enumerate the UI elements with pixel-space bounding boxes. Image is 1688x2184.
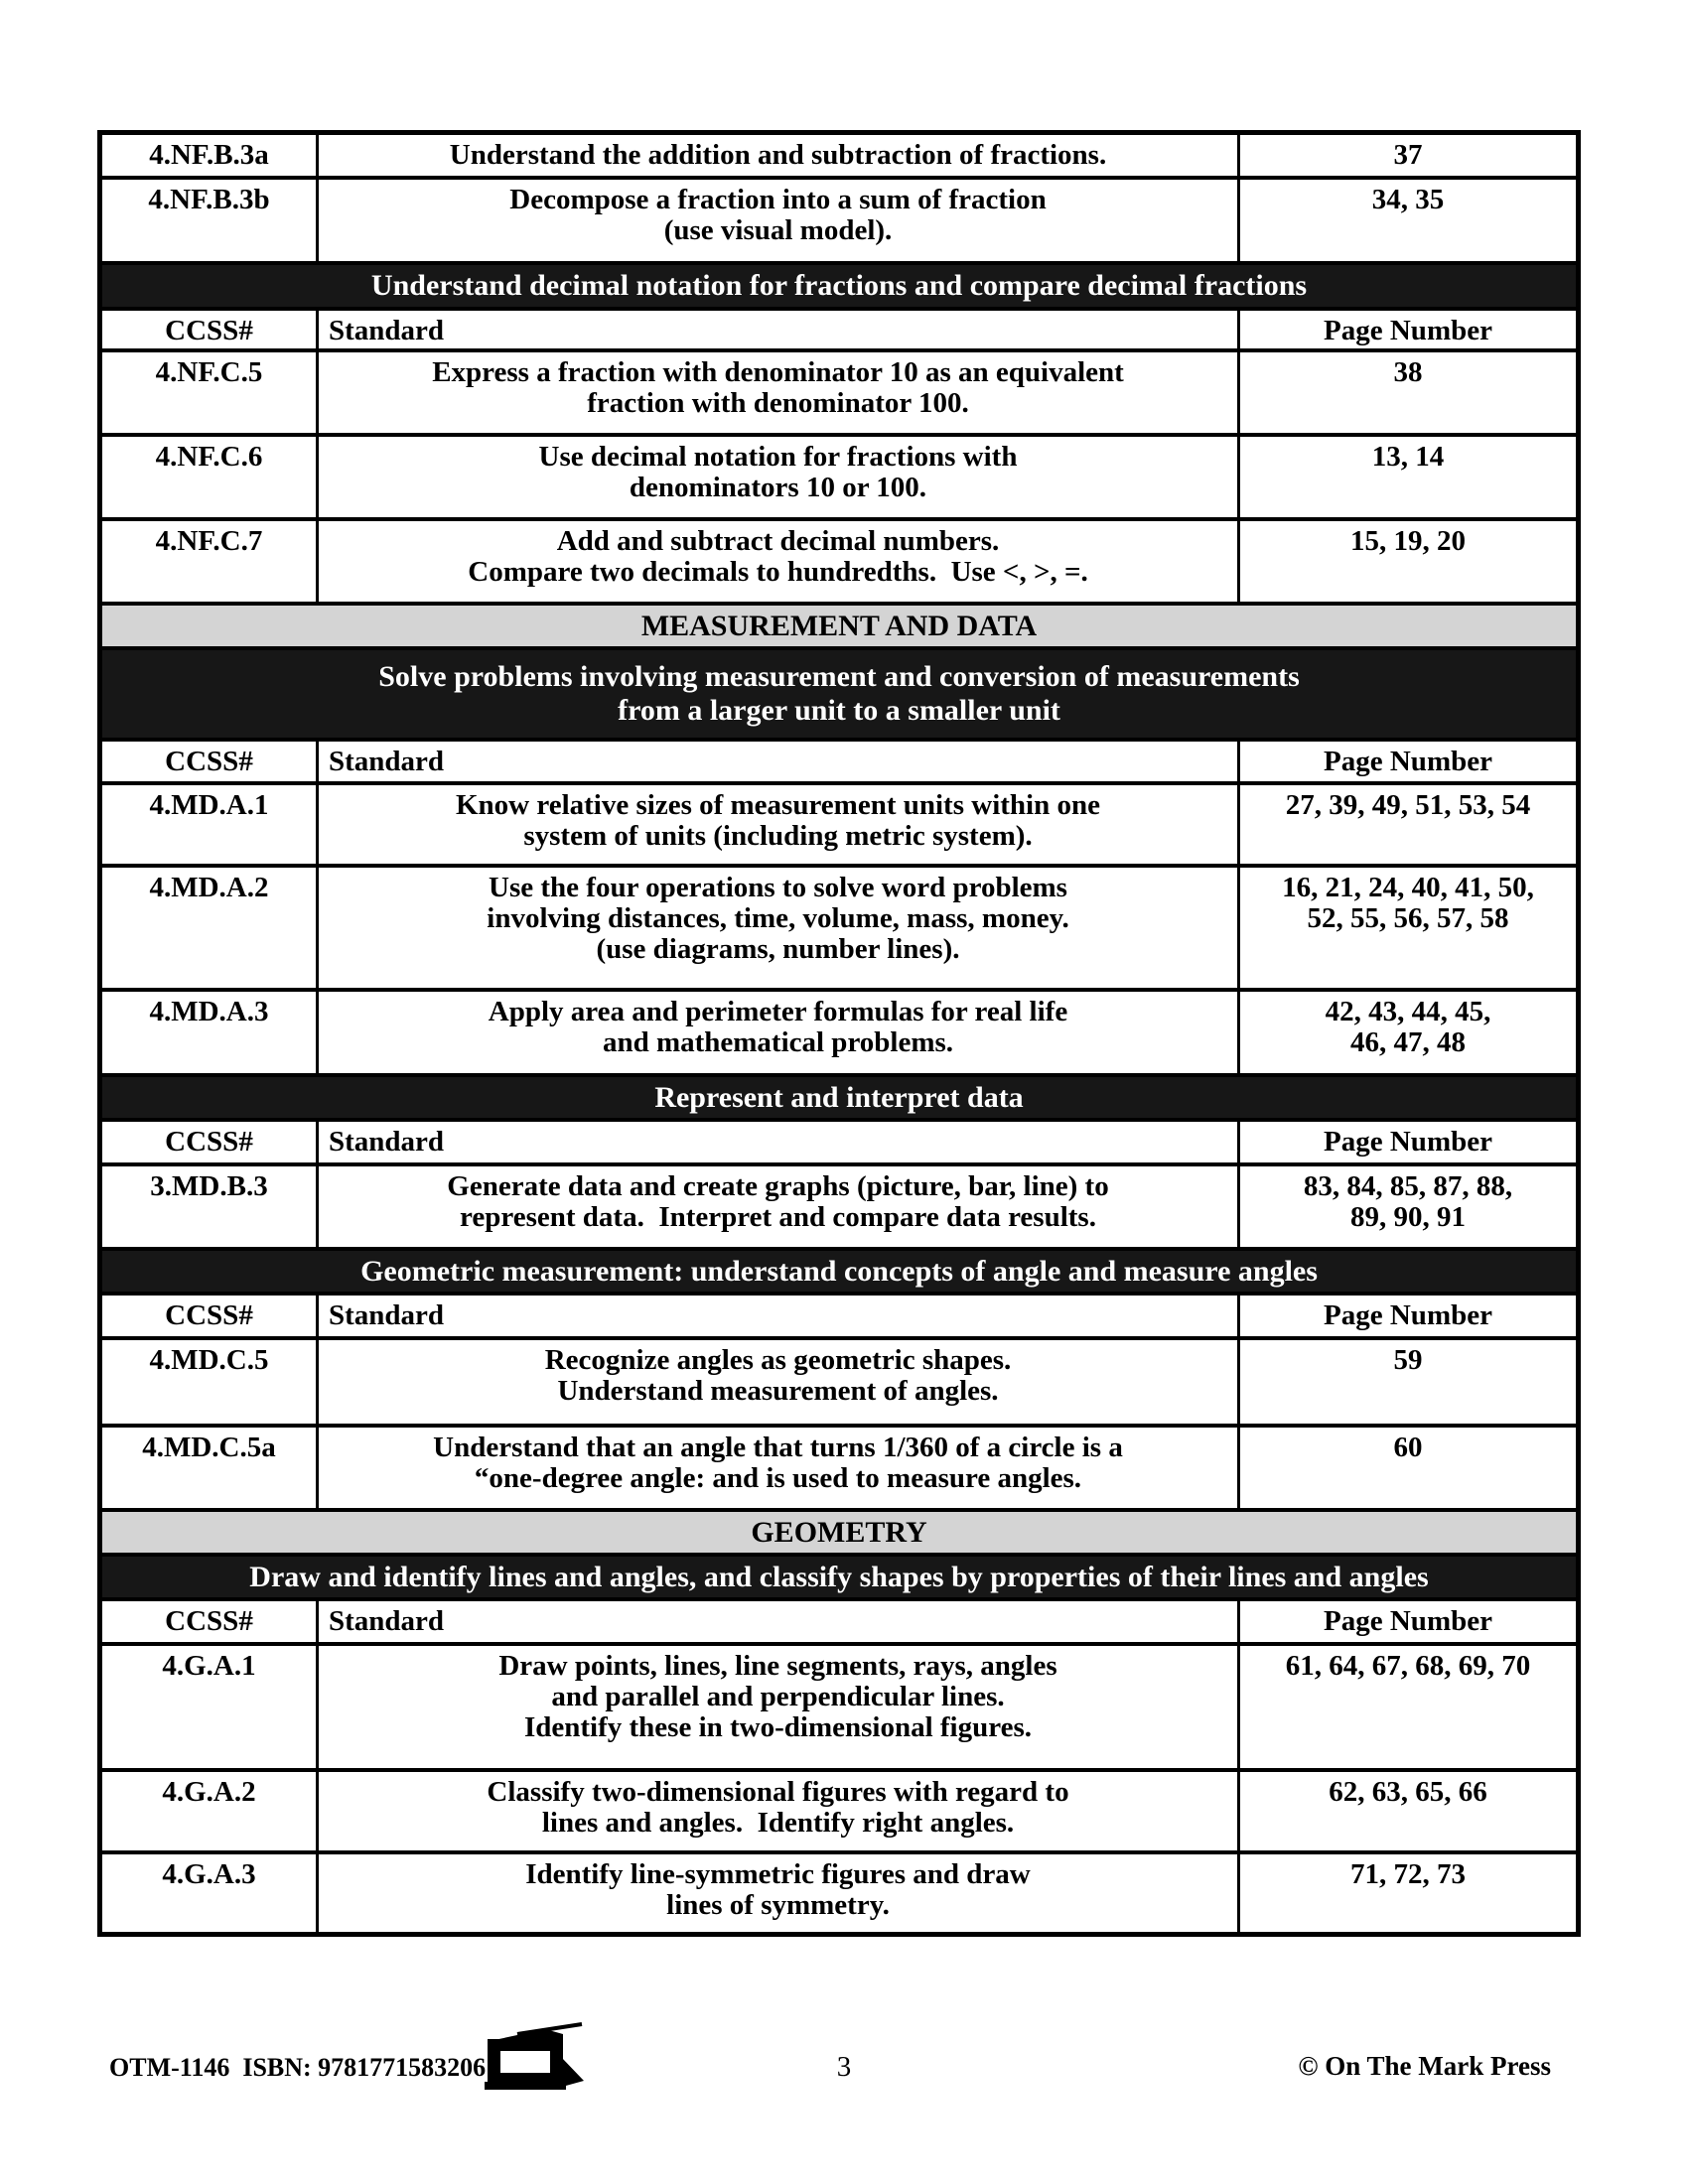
- page-numbers: [1240, 1772, 1576, 1850]
- page-numbers: [1240, 1340, 1576, 1424]
- text-line: and mathematical problems.: [602, 1026, 954, 1058]
- section-band-title: [102, 265, 1576, 307]
- text-line: Generate data and create graphs (picture, bar, line) to: [447, 1170, 1109, 1202]
- table-row: [102, 521, 1576, 606]
- ccss-code: 4.MD.A.2: [102, 868, 319, 988]
- text-line: Understand that an angle that turns 1/360 of a circle is a: [433, 1432, 1123, 1463]
- text-line: 89, 90, 91: [1350, 1201, 1466, 1233]
- text-line: Identify line-symmetric figures and draw: [525, 1858, 1031, 1890]
- page-numbers: [1240, 437, 1576, 517]
- table-row: [102, 1428, 1576, 1512]
- text-line: 71, 72, 73: [1350, 1858, 1466, 1890]
- section-band-title: [102, 1077, 1576, 1118]
- text-line: from a larger unit to a smaller unit: [618, 694, 1060, 727]
- page-number-column-header: Page Number: [1324, 315, 1492, 346]
- standard-column-header: Standard: [319, 1122, 1240, 1162]
- page-number-column-header: Page Number: [1324, 1605, 1492, 1637]
- standard-column-header: Standard: [319, 1601, 1240, 1642]
- text-line: 13, 14: [1371, 441, 1445, 473]
- text-line: Express a fraction with denominator 10 as an equivalent: [432, 356, 1124, 388]
- ccss-code: 4.G.A.1: [102, 1646, 319, 1768]
- text-line: Know relative sizes of measurement units within one: [456, 789, 1100, 821]
- text-line: denominators 10 or 100.: [629, 472, 927, 503]
- ccss-column-header: CCSS#: [102, 742, 319, 781]
- text-line: 34, 35: [1371, 184, 1445, 215]
- table-row: [102, 135, 1576, 180]
- footer-isbn-code: OTM-1146 ISBN: 9781771583206: [109, 2053, 487, 2082]
- text-line: 38: [1393, 356, 1423, 388]
- page-number-column-header: Page Number: [1324, 1299, 1492, 1331]
- standard-text: [319, 868, 1240, 988]
- page-numbers: [1240, 992, 1576, 1073]
- text-line: 83, 84, 85, 87, 88,: [1303, 1170, 1513, 1202]
- standards-table: [97, 130, 1581, 1937]
- section-band: [102, 606, 1576, 650]
- section-band: [102, 1557, 1576, 1601]
- table-row: [102, 352, 1576, 437]
- text-line: Draw points, lines, line segments, rays, angles: [498, 1650, 1057, 1682]
- section-band-title: [102, 650, 1576, 738]
- text-line: 60: [1393, 1432, 1423, 1463]
- standard-column-header: Standard: [319, 742, 1240, 781]
- text-line: MEASUREMENT AND DATA: [640, 609, 1038, 642]
- page-numbers: [1240, 868, 1576, 988]
- page-numbers: [1240, 1428, 1576, 1508]
- text-line: Draw and identify lines and angles, and classify shapes by properties of their lines and angles: [249, 1560, 1429, 1593]
- page-numbers: [1240, 135, 1576, 176]
- text-line: fraction with denominator 100.: [587, 387, 969, 419]
- standard-text: [319, 992, 1240, 1073]
- text-line: 61, 64, 67, 68, 69, 70: [1285, 1650, 1531, 1682]
- text-line: lines of symmetry.: [666, 1889, 890, 1921]
- standard-text: [319, 1166, 1240, 1247]
- ccss-code: 4.NF.B.3b: [102, 180, 319, 261]
- text-line: 42, 43, 44, 45,: [1325, 996, 1491, 1027]
- text-line: 16, 21, 24, 40, 41, 50,: [1282, 872, 1534, 903]
- section-band: [102, 1077, 1576, 1122]
- table-row: [102, 1854, 1576, 1932]
- column-header-row: [102, 1122, 1576, 1166]
- standard-text: [319, 521, 1240, 602]
- ccss-code: 3.MD.B.3: [102, 1166, 319, 1247]
- standard-text: [319, 1340, 1240, 1424]
- text-line: Understand measurement of angles.: [557, 1375, 999, 1407]
- table-row: [102, 1166, 1576, 1251]
- column-header-row: [102, 1296, 1576, 1340]
- ccss-code: 4.MD.A.1: [102, 785, 319, 864]
- page-numbers: [1240, 352, 1576, 433]
- text-line: (use diagrams, number lines).: [596, 933, 960, 965]
- text-line: represent data. Interpret and compare data results.: [460, 1201, 1096, 1233]
- page-numbers: [1240, 1646, 1576, 1768]
- standard-column-header: Standard: [319, 311, 1240, 348]
- text-line: Identify these in two-dimensional figures.: [523, 1711, 1032, 1743]
- text-line: lines and angles. Identify right angles.: [541, 1807, 1015, 1839]
- standard-text: [319, 1854, 1240, 1932]
- text-line: involving distances, time, volume, mass, money.: [487, 902, 1069, 934]
- text-line: Classify two-dimensional figures with regard to: [487, 1776, 1069, 1808]
- section-band-title: [102, 1557, 1576, 1597]
- ccss-code: 4.NF.C.5: [102, 352, 319, 433]
- text-line: Understand decimal notation for fractions and compare decimal fractions: [370, 269, 1308, 302]
- text-line: Use the four operations to solve word problems: [489, 872, 1067, 903]
- text-line: Solve problems involving measurement and conversion of measurements: [378, 660, 1300, 693]
- table-row: [102, 785, 1576, 868]
- table-row: [102, 992, 1576, 1077]
- page-numbers: [1240, 785, 1576, 864]
- standard-column-header: Standard: [319, 1296, 1240, 1336]
- ccss-code: 4.NF.C.6: [102, 437, 319, 517]
- ccss-column-header: CCSS#: [102, 1122, 319, 1162]
- footer-copyright: © On The Mark Press: [1298, 2051, 1551, 2081]
- standard-text: [319, 352, 1240, 433]
- column-header-row: [102, 1601, 1576, 1646]
- text-line: 27, 39, 49, 51, 53, 54: [1285, 789, 1531, 821]
- ccss-code: 4.NF.B.3a: [102, 135, 319, 176]
- text-line: Use decimal notation for fractions with: [538, 441, 1018, 473]
- section-band: [102, 650, 1576, 742]
- ccss-column-header: CCSS#: [102, 311, 319, 348]
- page-number: 3: [836, 2051, 852, 2083]
- table-row: [102, 180, 1576, 265]
- text-line: Add and subtract decimal numbers.: [556, 525, 1000, 557]
- section-band-title: [102, 1251, 1576, 1292]
- table-row: [102, 1772, 1576, 1854]
- ccss-column-header: CCSS#: [102, 1296, 319, 1336]
- text-line: “one-degree angle: and is used to measure angles.: [474, 1462, 1082, 1494]
- ccss-column-header: CCSS#: [102, 1601, 319, 1642]
- text-line: 52, 55, 56, 57, 58: [1307, 902, 1509, 934]
- text-line: and parallel and perpendicular lines.: [551, 1681, 1005, 1712]
- text-line: system of units (including metric system).: [523, 820, 1033, 852]
- copier-icon: [475, 2021, 586, 2106]
- page-number-column-header: Page Number: [1324, 1126, 1492, 1158]
- ccss-code: 4.NF.C.7: [102, 521, 319, 602]
- column-header-row: [102, 311, 1576, 352]
- text-line: Represent and interpret data: [654, 1080, 1024, 1114]
- section-band-title: [102, 1512, 1576, 1553]
- text-line: Understand the addition and subtraction of fractions.: [449, 139, 1107, 171]
- text-line: Compare two decimals to hundredths. Use <, >, =.: [468, 556, 1088, 588]
- text-line: Geometric measurement: understand concepts of angle and measure angles: [360, 1254, 1318, 1288]
- column-header-row: [102, 742, 1576, 785]
- table-row: [102, 1340, 1576, 1428]
- ccss-code: 4.MD.A.3: [102, 992, 319, 1073]
- table-row: [102, 868, 1576, 992]
- standard-text: [319, 785, 1240, 864]
- ccss-code: 4.G.A.2: [102, 1772, 319, 1850]
- ccss-code: 4.MD.C.5a: [102, 1428, 319, 1508]
- table-row: [102, 437, 1576, 521]
- page-number-column-header: Page Number: [1324, 746, 1492, 777]
- standard-text: [319, 1772, 1240, 1850]
- standard-text: [319, 135, 1240, 176]
- text-line: Recognize angles as geometric shapes.: [544, 1344, 1012, 1376]
- text-line: 46, 47, 48: [1350, 1026, 1466, 1058]
- text-line: Decompose a fraction into a sum of fraction: [509, 184, 1047, 215]
- page-numbers: [1240, 1166, 1576, 1247]
- page-numbers: [1240, 521, 1576, 602]
- page-numbers: [1240, 180, 1576, 261]
- ccss-code: 4.MD.C.5: [102, 1340, 319, 1424]
- text-line: (use visual model).: [663, 214, 893, 246]
- text-line: 15, 19, 20: [1350, 525, 1466, 557]
- section-band: [102, 1251, 1576, 1296]
- standard-text: [319, 1646, 1240, 1768]
- standard-text: [319, 437, 1240, 517]
- text-line: 37: [1393, 139, 1423, 171]
- section-band: [102, 1512, 1576, 1557]
- page-numbers: [1240, 1854, 1576, 1932]
- section-band-title: [102, 606, 1576, 646]
- ccss-code: 4.G.A.3: [102, 1854, 319, 1932]
- table-row: [102, 1646, 1576, 1772]
- text-line: 59: [1393, 1344, 1423, 1376]
- section-band: [102, 265, 1576, 311]
- standard-text: [319, 1428, 1240, 1508]
- text-line: 62, 63, 65, 66: [1329, 1776, 1487, 1808]
- text-line: GEOMETRY: [751, 1515, 927, 1549]
- text-line: Apply area and perimeter formulas for real life: [488, 996, 1068, 1027]
- standard-text: [319, 180, 1240, 261]
